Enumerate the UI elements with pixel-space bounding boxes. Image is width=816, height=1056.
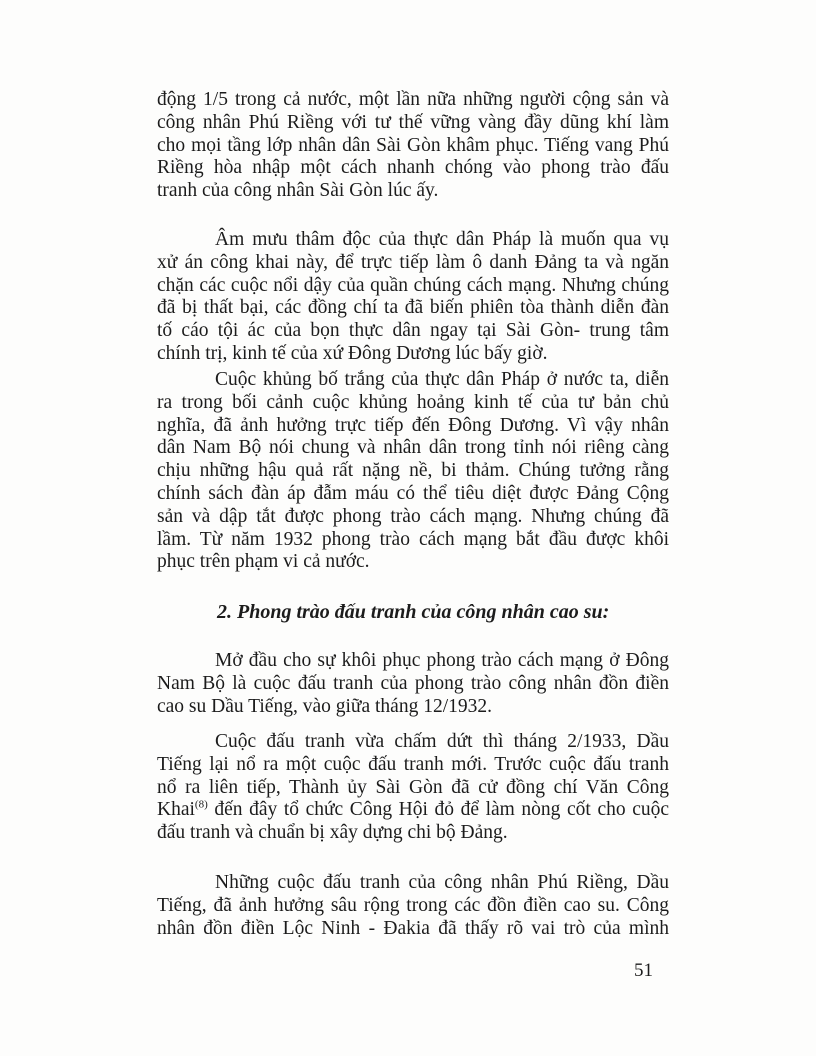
text-line: công nhân Phú Riềng với tư thế vững vàng đầy dũng khí làm [157,111,669,133]
text-line: nghĩa, đã ảnh hưởng trực tiếp đến Đông Dương. Vì vậy nhân [157,414,669,436]
paragraph-4 [157,650,669,718]
text-line: Mở đầu cho sự khôi phục phong trào cách mạng ở Đông [215,650,669,671]
text-line: lầm. Từ năm 1932 phong trào cách mạng bắt đầu được khôi [157,528,669,550]
paragraph-3 [157,369,669,574]
text-line: cao su Dầu Tiếng, vào giữa tháng 12/1932. [157,695,492,717]
paragraph-1 [157,89,669,203]
text-line: Cuộc khủng bố trắng của thực dân Pháp ở nước ta, diễn [215,369,669,390]
text-line: chính trị, kinh tế của xứ Đông Dương lúc bấy giờ. [157,342,548,364]
text-line: Tiếng lại nổ ra một cuộc đấu tranh mới. Trước cuộc đấu tranh [157,753,669,775]
paragraph-5 [157,731,669,845]
text-line: chính sách đàn áp đẫm máu có thể tiêu diệt được Đảng Cộng [157,482,669,504]
text-segment: đến đây tổ chức Công Hội đỏ để làm nòng cốt cho cuộc [207,799,669,821]
footnote-marker[interactable]: (8) [194,798,208,811]
text-line: ra trong bối cảnh cuộc khủng hoảng kinh tế của tư bản chủ [157,391,669,413]
text-line: Âm mưu thâm độc của thực dân Pháp là muốn qua vụ [215,229,669,250]
text-line: xử án công khai này, để trực tiếp làm ô danh Đảng ta và ngăn [157,251,669,273]
text-line: chặn các cuộc nổi dậy của quần chúng cách mạng. Nhưng chúng [157,274,669,296]
text-line: tố cáo tội ác của bọn thực dân ngay tại Sài Gòn- trung tâm [157,320,669,342]
text-line: Những cuộc đấu tranh của công nhân Phú Riềng, Dầu [215,872,669,893]
page-number: 51 [634,960,653,981]
text-line: sản và dập tắt được phong trào cách mạng. Nhưng chúng đã [157,505,669,527]
text-line: cho mọi tầng lớp nhân dân Sài Gòn khâm phục. Tiếng vang Phú [157,134,669,156]
text-line: nổ ra liên tiếp, Thành ủy Sài Gòn đã cử đồng chí Văn Công [157,776,669,798]
text-segment: Khai [157,799,195,821]
text-line: Cuộc đấu tranh vừa chấm dứt thì tháng 2/1933, Dầu [215,731,669,752]
text-line: Riềng hòa nhập một cách nhanh chóng vào phong trào đấu [157,157,669,179]
text-line: Tiếng, đã ảnh hưởng sâu rộng trong các đồn điền cao su. Công [157,894,669,916]
text-line: đấu tranh và chuẩn bị xây dựng chi bộ Đảng. [157,822,508,844]
paragraph-2 [157,229,669,366]
text-line: chịu những hậu quả rất nặng nề, bi thảm. Chúng tưởng rằng [157,460,669,482]
text-line: nhân đồn điền Lộc Ninh - Đakia đã thấy rõ vai trò của mình [157,917,669,939]
text-line: dân Nam Bộ nói chung và nhân dân trong tỉnh nói riêng càng [157,437,669,459]
text-line: phục trên phạm vi cả nước. [157,551,370,573]
text-line: tranh của công nhân Sài Gòn lúc ấy. [157,180,439,202]
text-line: Nam Bộ là cuộc đấu tranh của phong trào công nhân đồn điền [157,672,669,694]
paragraph-6 [157,872,669,940]
section-heading: 2. Phong trào đấu tranh của công nhân cao su: [217,601,610,623]
text-line [157,799,669,822]
text-line: động 1/5 trong cả nước, một lần nữa những người cộng sản và [157,89,669,110]
text-line: đã bị thất bại, các đồng chí ta đã biến phiên tòa thành diễn đàn [157,297,669,319]
